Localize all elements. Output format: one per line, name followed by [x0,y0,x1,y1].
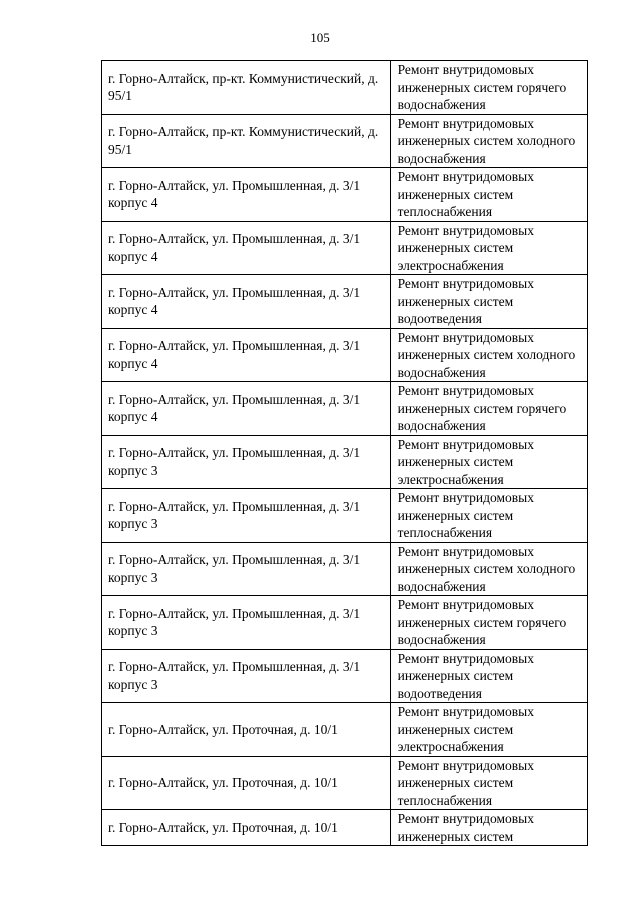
table-row [102,596,588,650]
page-number: 105 [310,30,330,45]
table-row [102,114,588,168]
table-row [102,810,588,846]
work-type-cell: Ремонт внутридомовых инженерных систем теплоснабжения [390,489,587,543]
work-type-cell: Ремонт внутридомовых инженерных систем горячего водоснабжения [390,596,587,650]
work-type-cell: Ремонт внутридомовых инженерных систем горячего водоснабжения [390,382,587,436]
work-type-cell: Ремонт внутридомовых инженерных систем [390,810,587,846]
address-cell: г. Горно-Алтайск, пр-кт. Коммунистический, д. 95/1 [102,61,391,115]
address-cell: г. Горно-Алтайск, ул. Промышленная, д. 3/1 корпус 4 [102,221,391,275]
address-cell: г. Горно-Алтайск, ул. Промышленная, д. 3/1 корпус 4 [102,382,391,436]
work-type-cell: Ремонт внутридомовых инженерных систем электроснабжения [390,435,587,489]
table-row [102,221,588,275]
address-cell: г. Горно-Алтайск, ул. Промышленная, д. 3/1 корпус 3 [102,489,391,543]
table-row [102,435,588,489]
table-row [102,489,588,543]
work-type-cell: Ремонт внутридомовых инженерных систем теплоснабжения [390,756,587,810]
address-cell: г. Горно-Алтайск, ул. Промышленная, д. 3/1 корпус 4 [102,275,391,329]
table-row [102,382,588,436]
table-row [102,756,588,810]
address-cell: г. Горно-Алтайск, пр-кт. Коммунистический, д. 95/1 [102,114,391,168]
table-row [102,542,588,596]
work-type-cell: Ремонт внутридомовых инженерных систем водоотведения [390,275,587,329]
address-cell: г. Горно-Алтайск, ул. Промышленная, д. 3/1 корпус 4 [102,168,391,222]
repair-registry-table [101,60,588,846]
table-row [102,61,588,115]
address-cell: г. Горно-Алтайск, ул. Промышленная, д. 3/1 корпус 3 [102,596,391,650]
work-type-cell: Ремонт внутридомовых инженерных систем холодного водоснабжения [390,328,587,382]
work-type-cell: Ремонт внутридомовых инженерных систем электроснабжения [390,221,587,275]
address-cell: г. Горно-Алтайск, ул. Проточная, д. 10/1 [102,703,391,757]
work-type-cell: Ремонт внутридомовых инженерных систем электроснабжения [390,703,587,757]
work-type-cell: Ремонт внутридомовых инженерных систем водоотведения [390,649,587,703]
address-cell: г. Горно-Алтайск, ул. Проточная, д. 10/1 [102,756,391,810]
work-type-cell: Ремонт внутридомовых инженерных систем горячего водоснабжения [390,61,587,115]
table-row [102,703,588,757]
work-type-cell: Ремонт внутридомовых инженерных систем теплоснабжения [390,168,587,222]
table-row [102,649,588,703]
address-cell: г. Горно-Алтайск, ул. Проточная, д. 10/1 [102,810,391,846]
address-cell: г. Горно-Алтайск, ул. Промышленная, д. 3/1 корпус 3 [102,542,391,596]
work-type-cell: Ремонт внутридомовых инженерных систем холодного водоснабжения [390,114,587,168]
table-row [102,275,588,329]
address-cell: г. Горно-Алтайск, ул. Промышленная, д. 3/1 корпус 3 [102,649,391,703]
table-row [102,328,588,382]
table-row [102,168,588,222]
work-type-cell: Ремонт внутридомовых инженерных систем холодного водоснабжения [390,542,587,596]
address-cell: г. Горно-Алтайск, ул. Промышленная, д. 3/1 корпус 4 [102,328,391,382]
address-cell: г. Горно-Алтайск, ул. Промышленная, д. 3/1 корпус 3 [102,435,391,489]
